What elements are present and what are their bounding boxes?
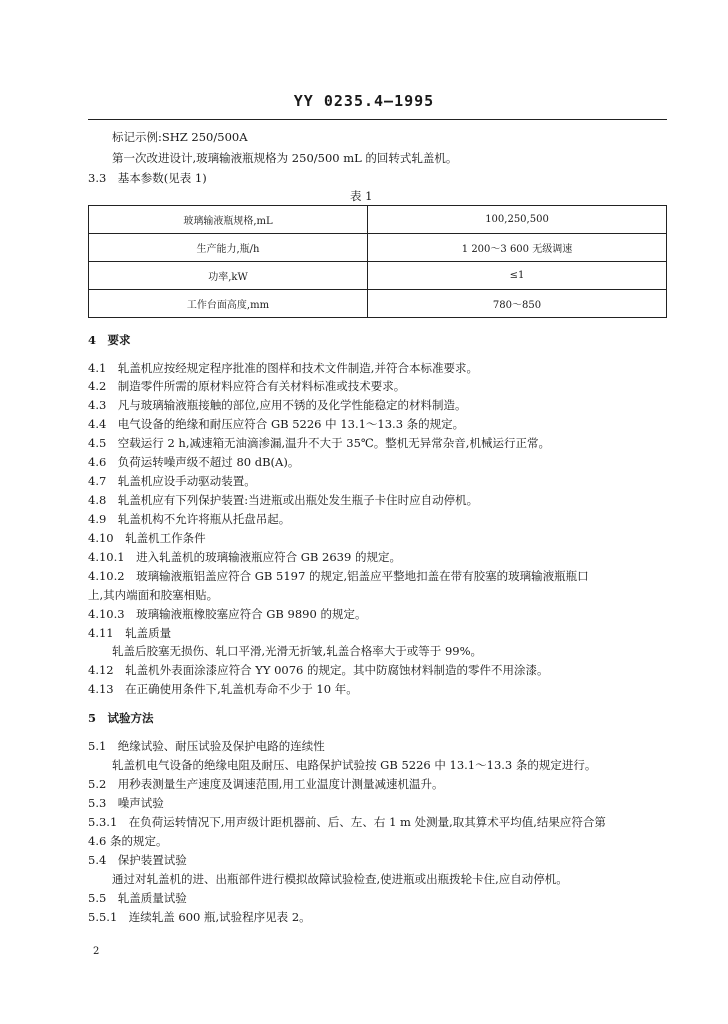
clause-item: 4.12 轧盖机外表面涂漆应符合 YY 0076 的规定。其中防腐蚀材料制造的零件不用涂漆。 [88, 663, 549, 677]
clause-item: 4.11 轧盖质量 [88, 626, 172, 640]
table-cell-value: 780～850 [368, 290, 667, 318]
table-row [89, 262, 667, 290]
clause-item: 4.8 轧盖机应有下列保护装置:当进瓶或出瓶处发生瓶子卡住时应自动停机。 [88, 493, 479, 507]
parameter-table [88, 205, 667, 318]
table-caption: 表 1 [350, 189, 373, 203]
clause-item: 4.10.3 玻璃输液瓶橡胶塞应符合 GB 9890 的规定。 [88, 607, 367, 621]
clause-item: 4.6 负荷运转噪声级不超过 80 dB(A)。 [88, 455, 300, 469]
section-4-heading: 4 要求 [88, 333, 131, 347]
marking-example-label: 标记示例:SHZ 250/500A [112, 130, 248, 144]
clause-item: 4.6 条的规定。 [88, 834, 168, 848]
clause-item: 5.1 绝缘试验、耐压试验及保护电路的连续性 [88, 739, 325, 753]
table-cell-param: 功率,kW [89, 262, 368, 290]
table-row [89, 234, 667, 262]
table-cell-param: 生产能力,瓶/h [89, 234, 368, 262]
table-row [89, 290, 667, 318]
clause-item: 5.3 噪声试验 [88, 796, 164, 810]
clause-item: 5.2 用秒表测量生产速度及调速范围,用工业温度计测量减速机温升。 [88, 777, 444, 791]
clause-item: 4.3 凡与玻璃输液瓶接触的部位,应用不锈的及化学性能稳定的材料制造。 [88, 398, 467, 412]
clause-item: 5.5.1 连续轧盖 600 瓶,试验程序见表 2。 [88, 910, 311, 924]
header-rule [88, 119, 667, 120]
clause-item: 5.5 轧盖质量试验 [88, 891, 187, 905]
table-cell-param: 工作台面高度,mm [89, 290, 368, 318]
clause-item: 4.1 轧盖机应按经规定程序批准的图样和技术文件制造,并符合本标准要求。 [88, 361, 478, 375]
clause-item: 4.2 制造零件所需的原材料应符合有关材料标准或技术要求。 [88, 379, 406, 393]
table-cell-value: 1 200～3 600 无级调速 [368, 234, 667, 262]
table-cell-value: ≤1 [368, 262, 667, 290]
clause-item: 5.3.1 在负荷运转情况下,用声级计距机器前、后、左、右 1 m 处测量,取其算术平均值,结果应符合第 [88, 815, 606, 829]
table-cell-value: 100,250,500 [368, 206, 667, 234]
clause-item: 4.4 电气设备的绝缘和耐压应符合 GB 5226 中 13.1～13.3 条的规定。 [88, 417, 465, 431]
clause-3-3: 3.3 基本参数(见表 1) [88, 171, 207, 185]
clause-item: 4.10.2 玻璃输液瓶铝盖应符合 GB 5197 的规定,铝盖应平整地扣盖在带有胶塞的玻璃输液瓶瓶口 [88, 569, 589, 583]
clause-item: 通过对轧盖机的进、出瓶部件进行模拟故障试验检查,使进瓶或出瓶拨轮卡住,应自动停机。 [112, 872, 568, 886]
clause-item: 4.10.1 进入轧盖机的玻璃输液瓶应符合 GB 2639 的规定。 [88, 550, 401, 564]
clause-item: 5.4 保护装置试验 [88, 853, 187, 867]
section-5-heading: 5 试验方法 [88, 711, 154, 725]
clause-item: 上,其内端面和胶塞相贴。 [88, 588, 219, 602]
clause-item: 4.5 空载运行 2 h,减速箱无油滴渗漏,温升不大于 35℃。整机无异常杂音,机械运行正常。 [88, 436, 550, 450]
table-cell-param: 玻璃输液瓶规格,mL [89, 206, 368, 234]
clause-item: 4.13 在正确使用条件下,轧盖机寿命不少于 10 年。 [88, 682, 358, 696]
clause-item: 轧盖后胶塞无损伤、轧口平滑,光滑无折皱,轧盖合格率大于或等于 99%。 [112, 644, 483, 658]
marking-example-desc: 第一次改进设计,玻璃输液瓶规格为 250/500 mL 的回转式轧盖机。 [112, 151, 458, 165]
page-number: 2 [93, 946, 100, 957]
table-row [89, 206, 667, 234]
clause-item: 4.9 轧盖机构不允许将瓶从托盘吊起。 [88, 512, 291, 526]
clause-item: 4.10 轧盖机工作条件 [88, 531, 206, 545]
standard-code-header: YY 0235.4—1995 [293, 92, 435, 110]
clause-item: 4.7 轧盖机应设手动驱动装置。 [88, 474, 256, 488]
clause-item: 轧盖机电气设备的绝缘电阻及耐压、电路保护试验按 GB 5226 中 13.1～13.3 条的规定进行。 [112, 758, 597, 772]
